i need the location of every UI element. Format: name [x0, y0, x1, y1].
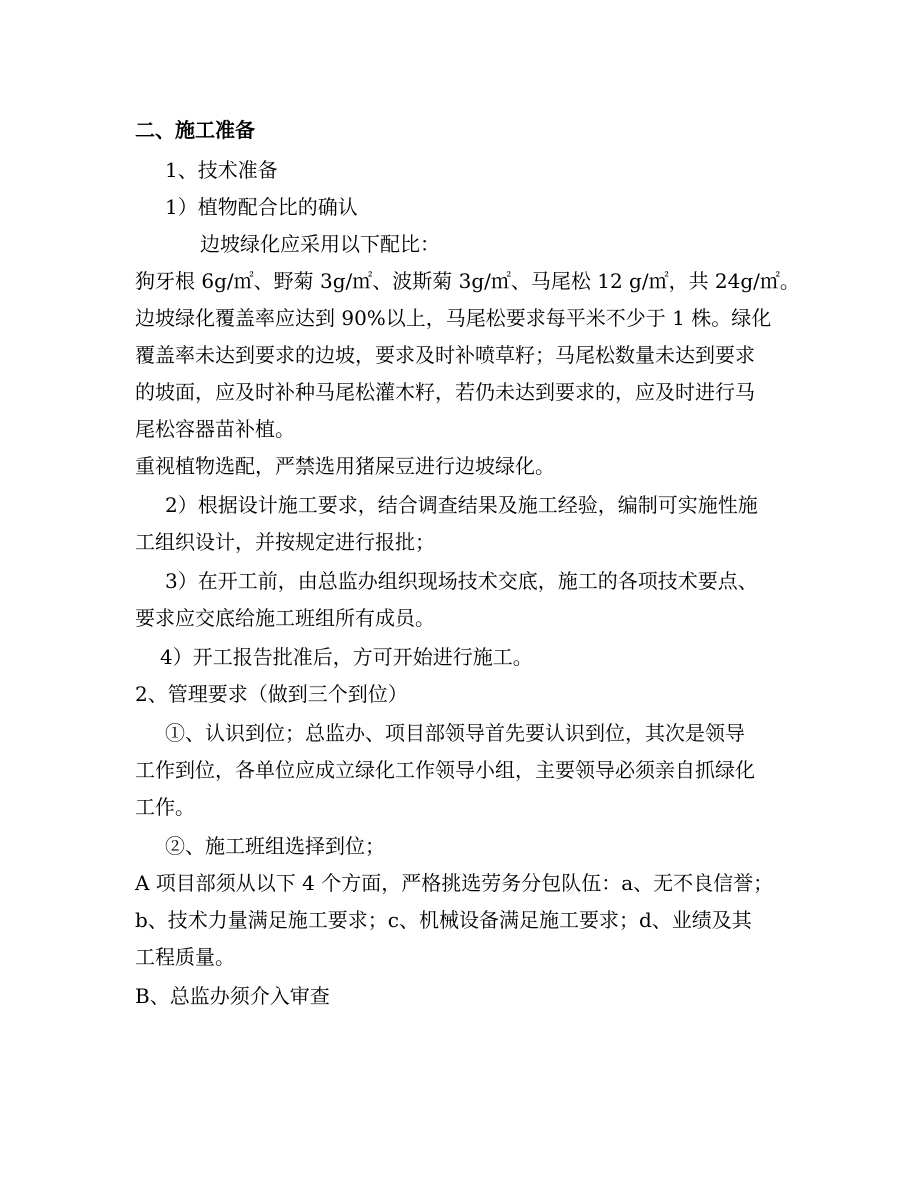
- paragraph-line: 的坡面，应及时补种马尾松灌木籽，若仍未达到要求的，应及时进行马: [135, 380, 755, 404]
- paragraph-line: 覆盖率未达到要求的边坡，要求及时补喷草籽；马尾松数量未达到要求: [135, 343, 755, 367]
- paragraph-line: 狗牙根 6g/㎡、野菊 3g/㎡、波斯菊 3g/㎡、马尾松 12 g/㎡，共 24g/㎡。: [135, 269, 800, 293]
- item1-intro: 边坡绿化应采用以下配比：: [200, 232, 440, 256]
- section-heading: 二、施工准备: [135, 118, 255, 142]
- item4-line: 4）开工报告批准后，方可开始进行施工。: [160, 645, 533, 669]
- subsection-tech-prep: 1、技术准备: [165, 158, 278, 182]
- subsection-mgmt: 2、管理要求（做到三个到位）: [135, 682, 408, 706]
- mgmt2-a-line: A 项目部须从以下 4 个方面，严格挑选劳务分包队伍：a、无不良信誉；: [135, 871, 774, 895]
- paragraph-line: 尾松容器苗补植。: [135, 417, 295, 441]
- item1-note: 重视植物选配，严禁选用猪屎豆进行边坡绿化。: [135, 454, 555, 478]
- mgmt2-a-line: b、技术力量满足施工要求；c、机械设备满足施工要求；d、业绩及其: [135, 908, 752, 932]
- item2-line: 工组织设计，并按规定进行报批；: [135, 530, 435, 554]
- mgmt1-line: 工作。: [135, 795, 195, 819]
- mgmt1-line: ①、认识到位；总监办、项目部领导首先要认识到位，其次是领导: [165, 721, 745, 745]
- mgmt2-b-line: B、总监办须介入审查: [135, 984, 330, 1008]
- mgmt2-a-line: 工程质量。: [135, 945, 235, 969]
- item2-line: 2）根据设计施工要求，结合调查结果及施工经验，编制可实施性施: [165, 493, 758, 517]
- mgmt1-line: 工作到位，各单位应成立绿化工作领导小组，主要领导必须亲自抓绿化: [135, 758, 755, 782]
- item1-title: 1）植物配合比的确认: [165, 195, 358, 219]
- item3-line: 3）在开工前，由总监办组织现场技术交底，施工的各项技术要点、: [165, 569, 758, 593]
- paragraph-line: 边坡绿化覆盖率应达到 90%以上，马尾松要求每平米不少于 1 株。绿化: [135, 306, 772, 330]
- item3-line: 要求应交底给施工班组所有成员。: [135, 606, 435, 630]
- mgmt2-title: ②、施工班组选择到位；: [165, 834, 385, 858]
